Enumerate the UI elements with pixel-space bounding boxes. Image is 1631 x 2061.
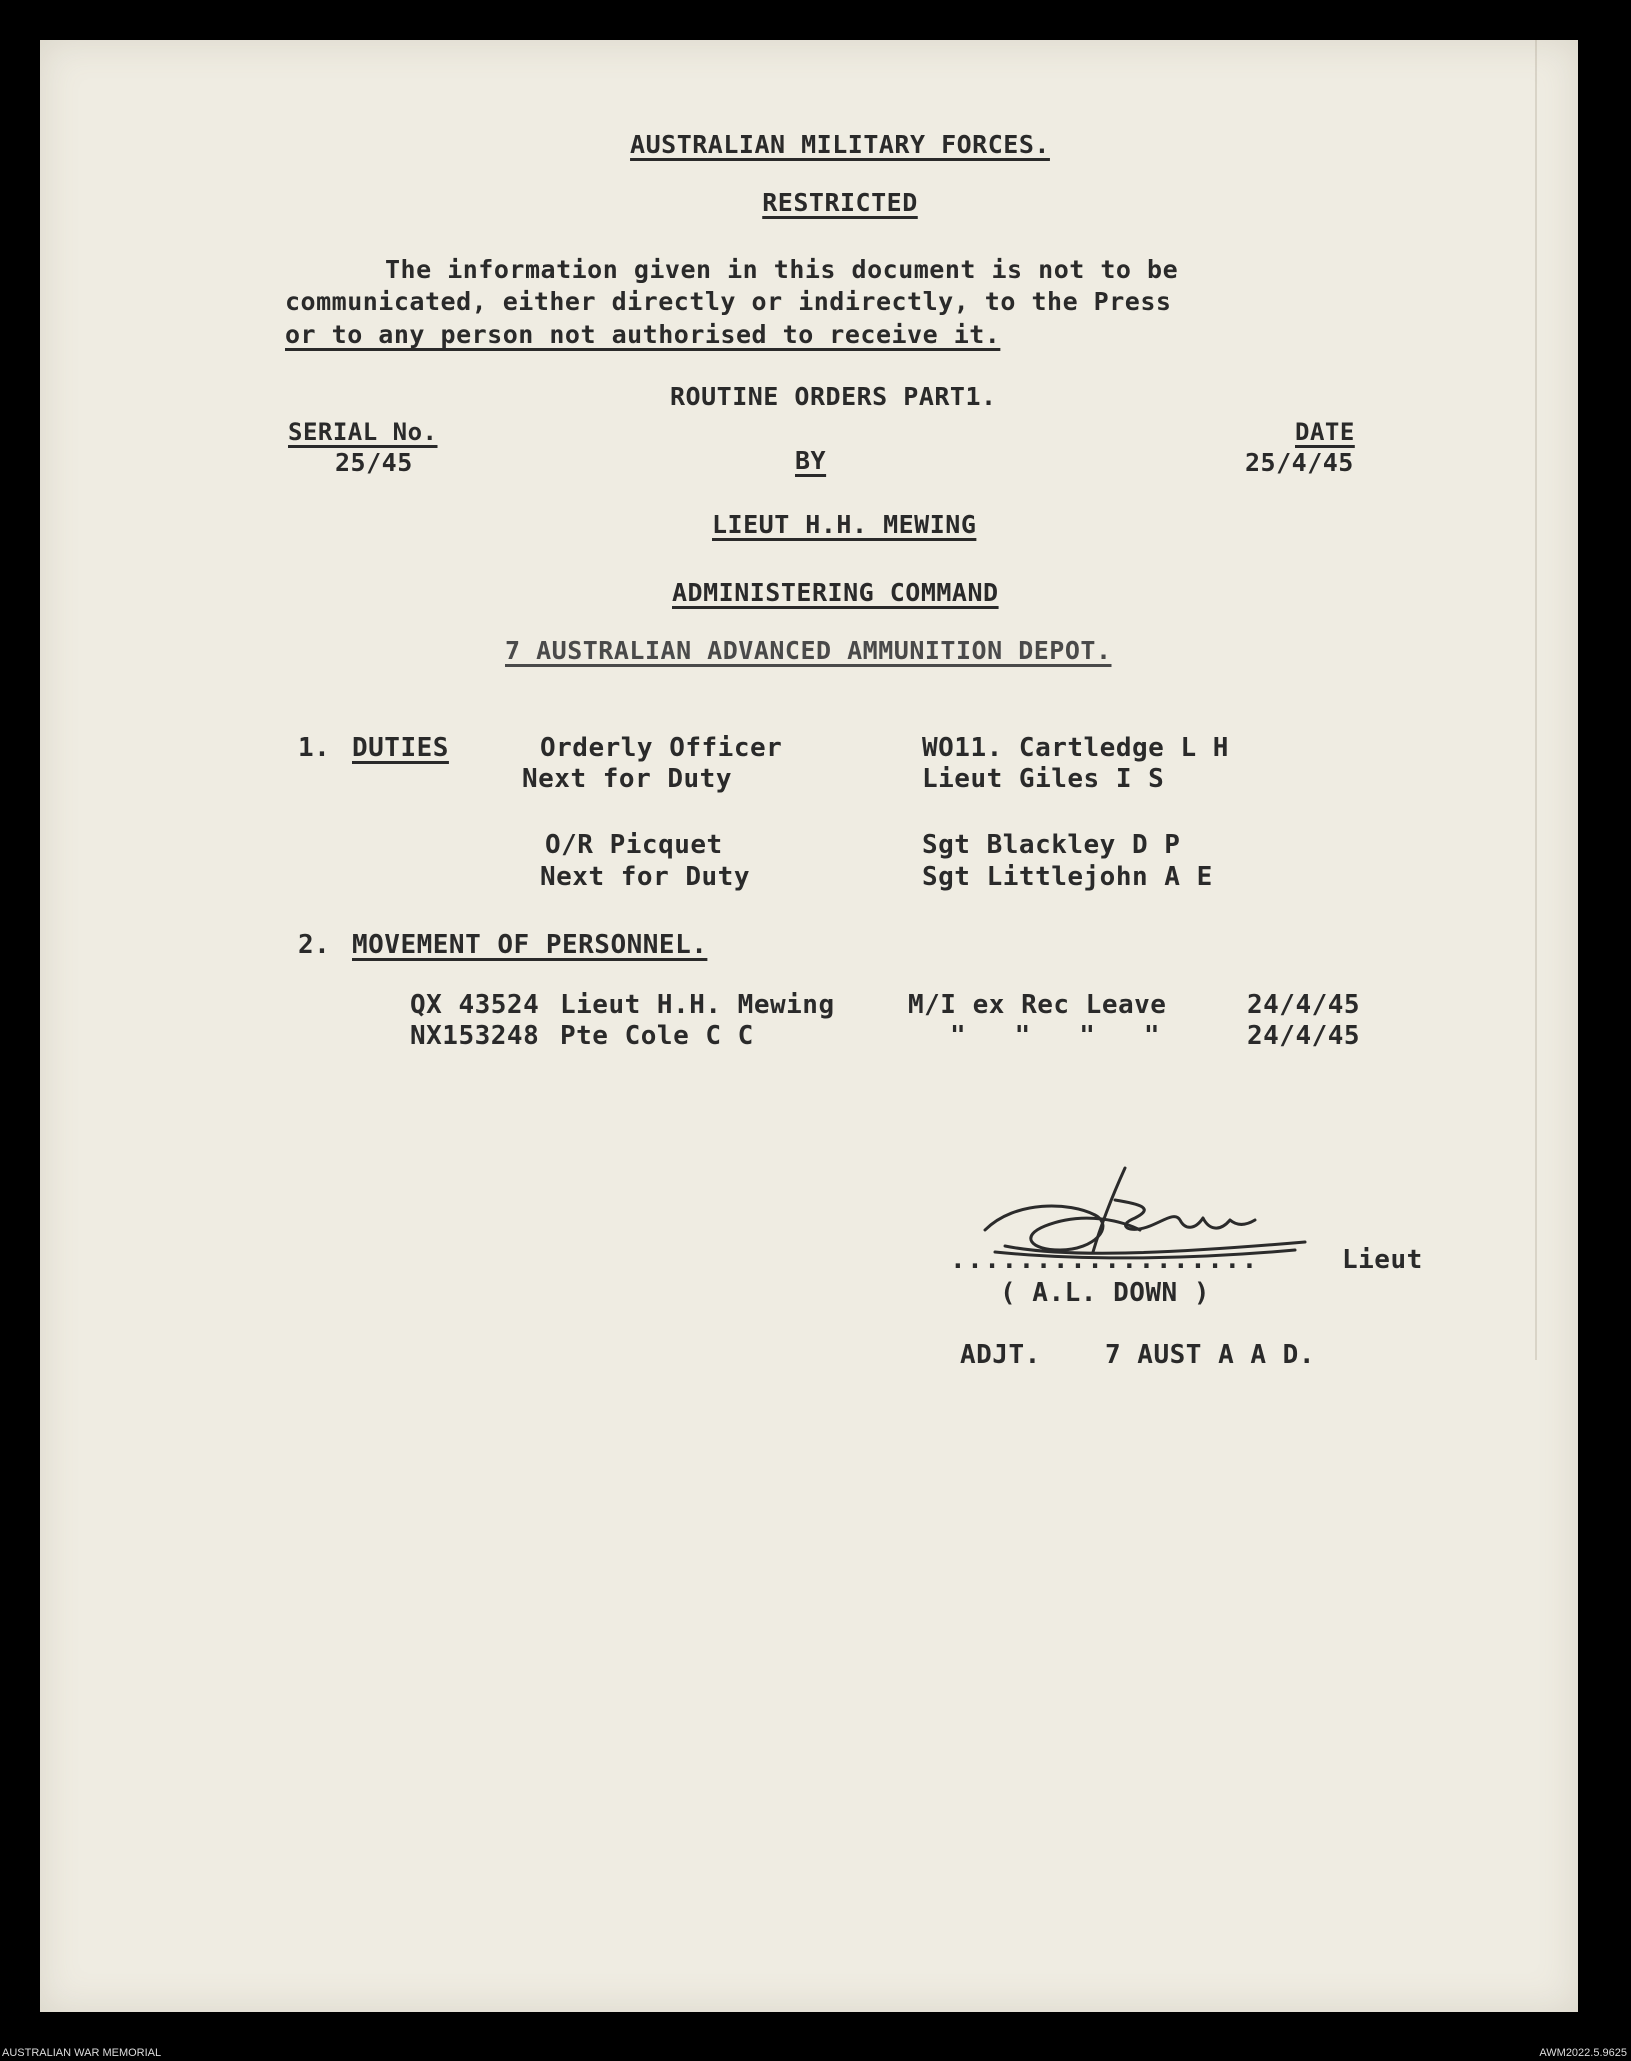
orders-title: ROUTINE ORDERS PART1.	[670, 382, 997, 411]
duty-row-3-name: Sgt Blackley D P	[922, 830, 1181, 860]
document-title: AUSTRALIAN MILITARY FORCES.	[630, 130, 1050, 159]
date-label: DATE	[1295, 418, 1355, 446]
duty-row-4-duty: Next for Duty	[540, 862, 750, 892]
unit-name: 7 AUSTRALIAN ADVANCED AMMUNITION DEPOT.	[505, 636, 1112, 665]
serial-value: 25/45	[335, 448, 413, 477]
signatory-role: ADJT.	[960, 1340, 1041, 1370]
movement-row-1-date: 24/4/45	[1247, 990, 1361, 1020]
notice-line-3: or to any person not authorised to receive it.	[285, 320, 1001, 349]
section-2-number: 2.	[298, 930, 331, 960]
movement-row-2-date: 24/4/45	[1247, 1021, 1361, 1051]
signature-dotted-line: ..................	[950, 1245, 1259, 1275]
movement-row-1-number: QX 43524	[410, 990, 540, 1020]
by-label: BY	[795, 446, 827, 475]
movement-row-2-movement: " " " "	[950, 1021, 1160, 1051]
duty-row-1-duty: Orderly Officer	[540, 733, 783, 763]
duty-row-2-name: Lieut Giles I S	[922, 764, 1165, 794]
movement-row-1-name: Lieut H.H. Mewing	[560, 990, 835, 1020]
movement-row-1-movement: M/I ex Rec Leave	[908, 990, 1167, 1020]
paper-fold	[1535, 40, 1537, 1360]
signature-rank: Lieut	[1342, 1245, 1423, 1275]
footer-reference: AWM2022.5.9625	[1539, 2047, 1627, 2059]
command-label: ADMINISTERING COMMAND	[672, 578, 999, 607]
section-1-number: 1.	[298, 733, 331, 763]
notice-line-1: The information given in this document is not to be	[385, 255, 1179, 284]
movement-row-2-name: Pte Cole C C	[560, 1021, 754, 1051]
duty-row-1-name: WO11. Cartledge L H	[922, 733, 1229, 763]
movement-row-2-number: NX153248	[410, 1021, 540, 1051]
date-value: 25/4/45	[1245, 448, 1354, 477]
section-1-heading: DUTIES	[352, 733, 449, 763]
serial-label: SERIAL No.	[288, 418, 438, 446]
classification-label: RESTRICTED	[762, 188, 918, 217]
signatory-name: ( A.L. DOWN )	[1000, 1278, 1210, 1308]
duty-row-2-duty: Next for Duty	[522, 764, 732, 794]
duty-row-3-duty: O/R Picquet	[545, 830, 723, 860]
duty-row-4-name: Sgt Littlejohn A E	[922, 862, 1213, 892]
section-2-heading: MOVEMENT OF PERSONNEL.	[352, 930, 708, 960]
signatory-unit: 7 AUST A A D.	[1105, 1340, 1315, 1370]
footer-source: AUSTRALIAN WAR MEMORIAL	[2, 2047, 162, 2059]
officer-name: LIEUT H.H. MEWING	[712, 510, 977, 539]
notice-line-2: communicated, either directly or indirectly, to the Press	[285, 287, 1172, 316]
